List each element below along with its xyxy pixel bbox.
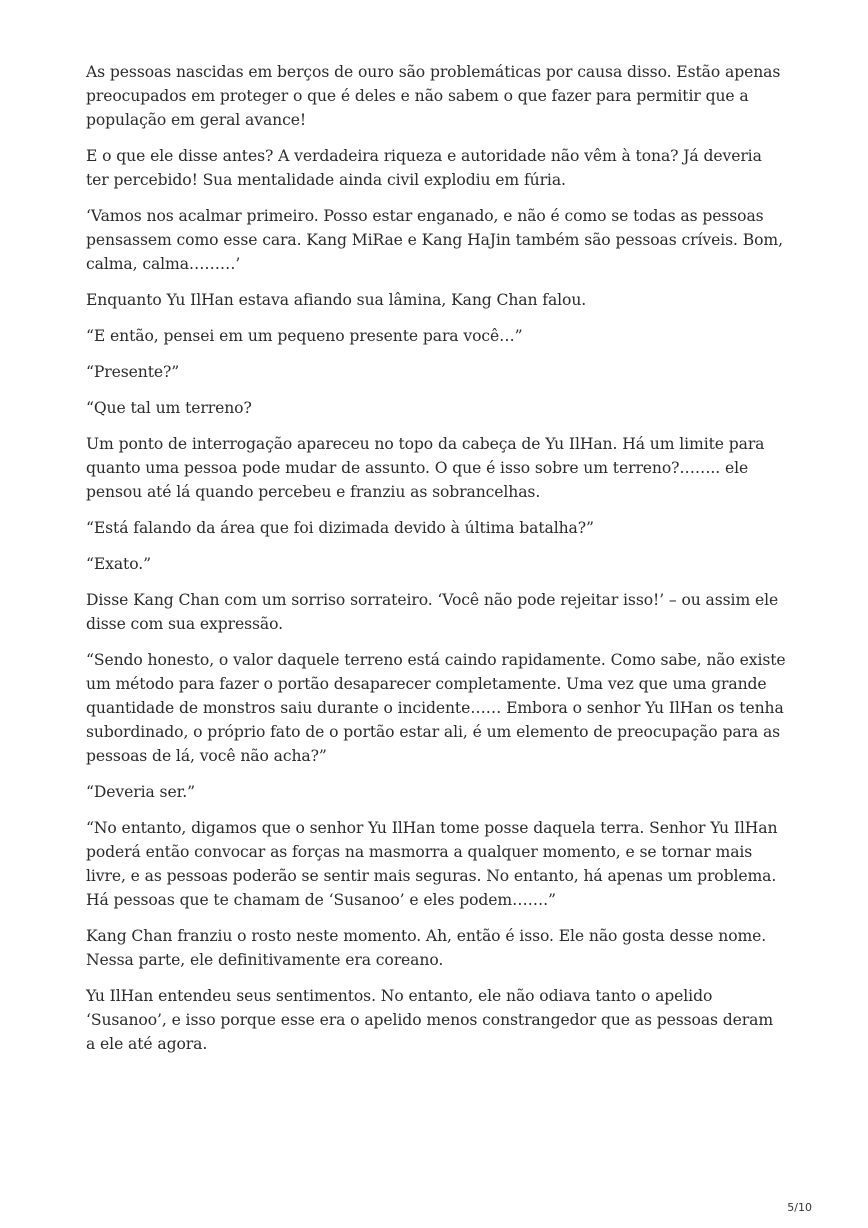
paragraph-8: Um ponto de interrogação apareceu no topo da cabeça de Yu IlHan. Há um limite para quanto uma pessoa pode mudar de assunto. O que é isso sobre um terreno?…….. ele pensou até lá quando percebeu e franziu as sobrancelhas. (86, 435, 765, 501)
page-number: 5/10 (787, 1201, 812, 1214)
paragraph-1: As pessoas nascidas em berços de ouro são problemáticas por causa disso. Estão apenas preocupados em proteger o que é deles e não sabem o que fazer para permitir que a população em geral avance! (86, 63, 781, 129)
paragraph-12: “Sendo honesto, o valor daquele terreno está caindo rapidamente. Como sabe, não existe um método para fazer o portão desaparecer completamente. Uma vez que uma grande quantidade de monstros saiu durante o incidente…… Embora o senhor Yu IlHan os tenha subordinado, o próprio fato de o portão estar ali, é um elemento de preocupação para as pessoas de lá, você não acha?” (86, 651, 786, 765)
paragraph-10: “Exato.” (86, 555, 151, 573)
paragraph-6: “Presente?” (86, 363, 180, 381)
paragraph-13: “Deveria ser.” (86, 783, 195, 801)
paragraph-7: “Que tal um terreno? (86, 399, 252, 417)
paragraph-5: “E então, pensei em um pequeno presente para você…” (86, 327, 523, 345)
paragraph-11: Disse Kang Chan com um sorriso sorrateiro. ‘Você não pode rejeitar isso!’ – ou assim ele disse com sua expressão. (86, 591, 779, 633)
paragraph-16: Yu IlHan entendeu seus sentimentos. No entanto, ele não odiava tanto o apelido ‘Susanoo’, e isso porque esse era o apelido menos constrangedor que as pessoas deram a ele até agora. (86, 987, 774, 1053)
paragraph-3: ‘Vamos nos acalmar primeiro. Posso estar enganado, e não é como se todas as pessoas pensassem como esse cara. Kang MiRae e Kang HaJin também são pessoas críveis. Bom, calma, calma………’ (86, 207, 783, 273)
paragraph-4: Enquanto Yu IlHan estava afiando sua lâmina, Kang Chan falou. (86, 291, 587, 309)
paragraph-14: “No entanto, digamos que o senhor Yu IlHan tome posse daquela terra. Senhor Yu IlHan poderá então convocar as forças na masmorra a qualquer momento, e se tornar mais livre, e as pessoas poderão se sentir mais seguras. No entanto, há apenas um problema. Há pessoas que te chamam de ‘Susanoo’ e eles podem…….” (86, 819, 778, 909)
paragraph-2: E o que ele disse antes? A verdadeira riqueza e autoridade não vêm à tona? Já deveria ter percebido! Sua mentalidade ainda civil explodiu em fúria. (86, 147, 762, 189)
paragraph-15: Kang Chan franziu o rosto neste momento. Ah, então é isso. Ele não gosta desse nome. Nessa parte, ele definitivamente era coreano. (86, 927, 767, 969)
paragraph-9: “Está falando da área que foi dizimada devido à última batalha?” (86, 519, 594, 537)
document-body (86, 60, 786, 1068)
